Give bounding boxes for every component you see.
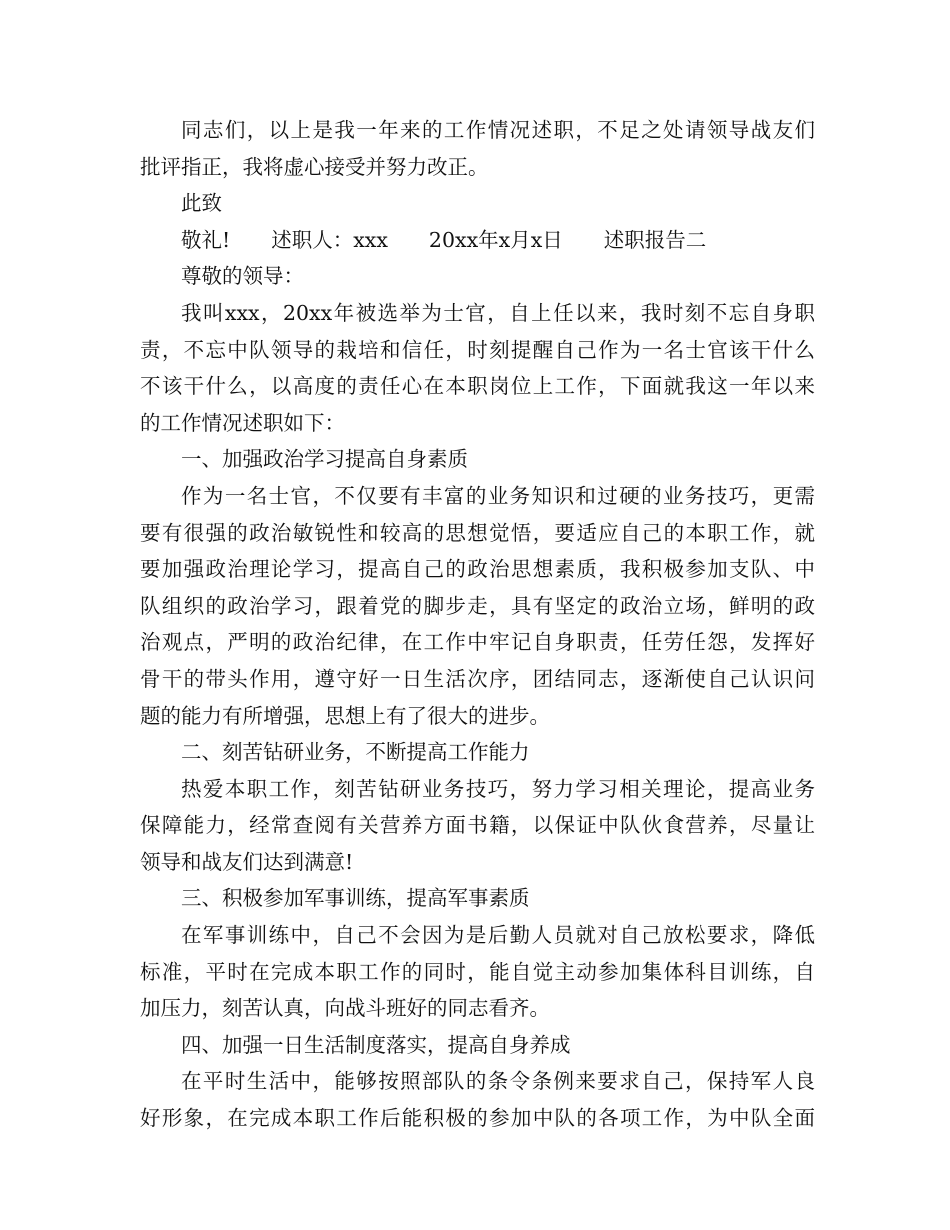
text-line: 不该干什么，以高度的责任心在本职岗位上工作，下面就我这一年以来: [140, 374, 815, 399]
text-line: 保障能力，经常查阅有关营养方面书籍，以保证中队伙食营养，尽量让: [140, 813, 815, 838]
text-line: 标准，平时在完成本职工作的同时，能自觉主动参加集体科目训练，自: [140, 959, 815, 984]
text-line: 四、加强一日生活制度落实，提高自身养成: [181, 1032, 571, 1057]
text-line: 加压力，刻苦认真，向战斗班好的同志看齐。: [140, 996, 550, 1021]
text-line: 同志们，以上是我一年来的工作情况述职，不足之处请领导战友们: [181, 118, 815, 142]
text-line: 三、积极参加军事训练，提高军事素质: [181, 886, 530, 911]
text-line: 敬礼! 述职人：xxx 20xx年x月x日 述职报告二: [181, 227, 707, 252]
text-line: 要加强政治理论学习，提高自己的政治思想素质，我积极参加支队、中: [140, 557, 815, 582]
text-line: 二、刻苦钻研业务，不断提高工作能力: [181, 740, 530, 765]
text-line: 要有很强的政治敏锐性和较高的思想觉悟，要适应自己的本职工作，就: [140, 520, 815, 545]
text-line: 题的能力有所增强，思想上有了很大的进步。: [140, 703, 550, 728]
text-line: 作为一名士官，不仅要有丰富的业务知识和过硬的业务技巧，更需: [181, 483, 815, 508]
text-line: 责，不忘中队领导的栽培和信任，时刻提醒自己作为一名士官该干什么: [140, 337, 815, 362]
text-line: 队组织的政治学习，跟着党的脚步走，具有坚定的政治立场，鲜明的政: [140, 593, 815, 618]
text-line: 在平时生活中，能够按照部队的条令条例来要求自己，保持军人良: [181, 1069, 815, 1094]
text-line: 在军事训练中，自己不会因为是后勤人员就对自己放松要求，降低: [181, 923, 815, 948]
text-line: 好形象，在完成本职工作后能积极的参加中队的各项工作，为中队全面: [140, 1106, 815, 1131]
text-line: 骨干的带头作用，遵守好一日生活次序，团结同志，逐渐使自己认识问: [140, 666, 815, 691]
text-line: 我叫xxx，20xx年被选举为士官，自上任以来，我时刻不忘自身职: [181, 300, 815, 325]
text-line: 批评指正，我将虚心接受并努力改正。: [140, 154, 489, 179]
text-line: 治观点，严明的政治纪律，在工作中牢记自身职责，任劳任怨，发挥好: [140, 630, 815, 655]
text-line: 一、加强政治学习提高自身素质: [181, 447, 468, 472]
text-line: 热爱本职工作，刻苦钻研业务技巧，努力学习相关理论，提高业务: [181, 776, 815, 801]
text-line: 的工作情况述职如下：: [140, 410, 345, 435]
text-line: 领导和战友们达到满意!: [140, 849, 354, 874]
text-line: 尊敬的领导：: [181, 264, 304, 289]
document-body: [140, 112, 815, 1137]
text-line: 此致: [181, 191, 222, 216]
